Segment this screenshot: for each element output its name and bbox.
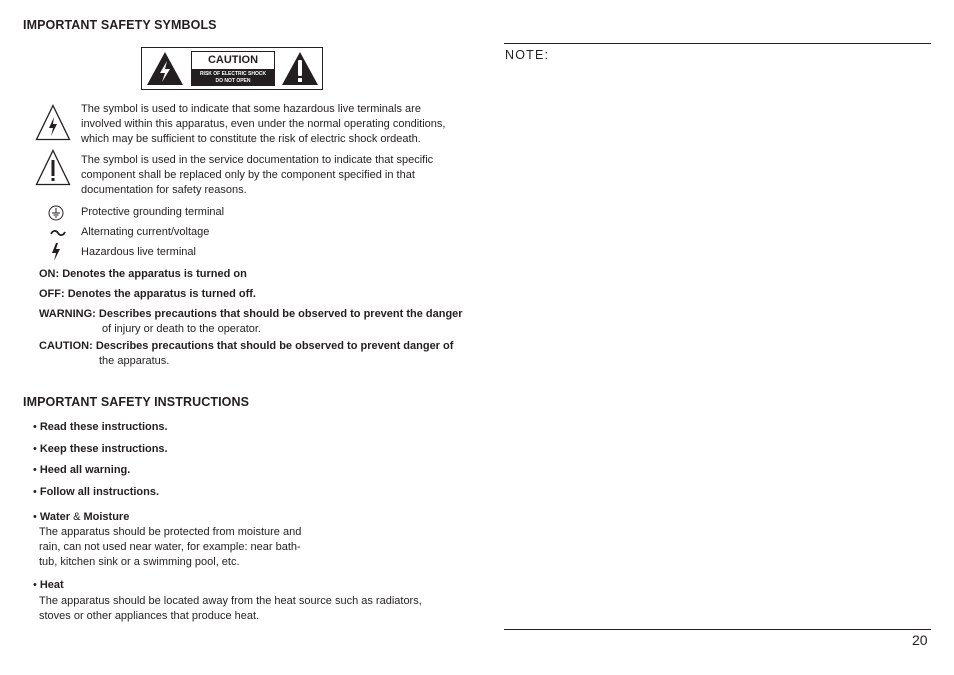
- caution-inner-box: [191, 51, 275, 86]
- exclamation-triangle-outline-icon: [35, 149, 71, 186]
- top-rule: [504, 43, 931, 44]
- caution-sub-line-1: RISK OF ELECTRIC SHOCK: [199, 71, 267, 77]
- live-label: Hazardous live terminal: [81, 246, 196, 258]
- on-definition: [39, 267, 247, 282]
- caution-label: CAUTION: [207, 54, 259, 66]
- instruction-text: Read these instructions.: [39, 421, 168, 433]
- heat-title: [33, 579, 64, 591]
- lightning-triangle-outline-icon: [35, 104, 71, 141]
- instruction-item: [33, 464, 130, 476]
- note-label: NOTE:: [505, 48, 550, 62]
- lightning-symbol-description: [81, 102, 445, 147]
- water-moisture-text: [39, 525, 301, 570]
- exclamation-desc-line: component shall be replaced only by the component specified in that: [81, 169, 415, 181]
- warning-term: WARNING: [39, 308, 93, 320]
- bullet-dot: •: [33, 511, 37, 523]
- lightning-bolt-icon: [50, 242, 62, 262]
- water-moisture-title: [33, 511, 129, 523]
- exclamation-desc-line: The symbol is used in the service documentation to indicate that specific: [81, 154, 434, 166]
- instruction-text: Heed all warning.: [39, 464, 131, 476]
- caution-definition: [39, 339, 453, 354]
- warning-desc-continued: of injury or death to the operator.: [102, 323, 261, 335]
- caution-desc-continued: the apparatus.: [99, 355, 170, 367]
- on-desc: : Denotes the apparatus is turned on: [55, 268, 247, 280]
- water-line: The apparatus should be protected from moisture and: [39, 526, 302, 538]
- instruction-text: Follow all instructions.: [39, 486, 160, 498]
- bottom-rule: [504, 629, 931, 630]
- lightning-triangle-icon: [146, 51, 184, 86]
- page-number: 20: [912, 632, 928, 648]
- water-title-a: Water: [39, 511, 71, 523]
- instruction-item: [33, 486, 159, 498]
- ground-label: Protective grounding terminal: [81, 206, 225, 218]
- caution-term: CAUTION: [39, 340, 90, 352]
- warning-definition: [39, 307, 463, 322]
- bullet-dot: •: [33, 486, 37, 498]
- water-line: tub, kitchen sink or a swimming pool, etc.: [39, 556, 240, 568]
- instruction-item: [33, 421, 168, 433]
- water-line: rain, can not used near water, for example: near bath-: [39, 541, 301, 553]
- exclamation-desc-line: documentation for safety reasons.: [81, 184, 247, 196]
- bullet-dot: •: [33, 464, 37, 476]
- lightning-desc-line: which may be sufficient to constitute the risk of electric shock ordeath.: [81, 133, 421, 145]
- caution-desc: : Describes precautions that should be observed to prevent danger of: [89, 340, 454, 352]
- caution-sub-banner: [192, 69, 274, 86]
- safety-instructions-heading: IMPORTANT SAFETY INSTRUCTIONS: [23, 395, 250, 409]
- bullet-dot: •: [33, 443, 37, 455]
- instruction-text: Keep these instructions.: [39, 443, 168, 455]
- heat-text: [39, 594, 422, 624]
- instruction-item: [33, 443, 168, 455]
- ac-tilde-icon: [50, 228, 66, 238]
- caution-label-box: [141, 47, 323, 90]
- heat-title-text: Heat: [39, 579, 64, 591]
- safety-symbols-heading: IMPORTANT SAFETY SYMBOLS: [23, 18, 217, 32]
- bullet-dot: •: [33, 421, 37, 433]
- caution-sub-line-2: DO NOT OPEN: [215, 78, 251, 84]
- off-desc: : Denotes the apparatus is turned off.: [61, 288, 256, 300]
- ac-label: Alternating current/voltage: [81, 226, 210, 238]
- exclamation-triangle-icon: [281, 51, 319, 86]
- lightning-desc-line: involved within this apparatus, even under the normal operating conditions,: [81, 118, 446, 130]
- exclamation-symbol-description: [81, 153, 433, 198]
- off-term: OFF: [39, 288, 61, 300]
- on-term: ON: [39, 268, 56, 280]
- off-definition: [39, 287, 256, 302]
- water-title-b: Moisture: [83, 511, 130, 523]
- heat-line: The apparatus should be located away from the heat source such as radiators,: [39, 595, 422, 607]
- ground-icon: [48, 205, 64, 221]
- warning-desc: : Describes precautions that should be observed to prevent the danger: [92, 308, 463, 320]
- lightning-desc-line: The symbol is used to indicate that some hazardous live terminals are: [81, 103, 421, 115]
- heat-line: stoves or other appliances that produce heat.: [39, 610, 260, 622]
- bullet-dot: •: [33, 579, 37, 591]
- water-amp: &: [73, 511, 81, 523]
